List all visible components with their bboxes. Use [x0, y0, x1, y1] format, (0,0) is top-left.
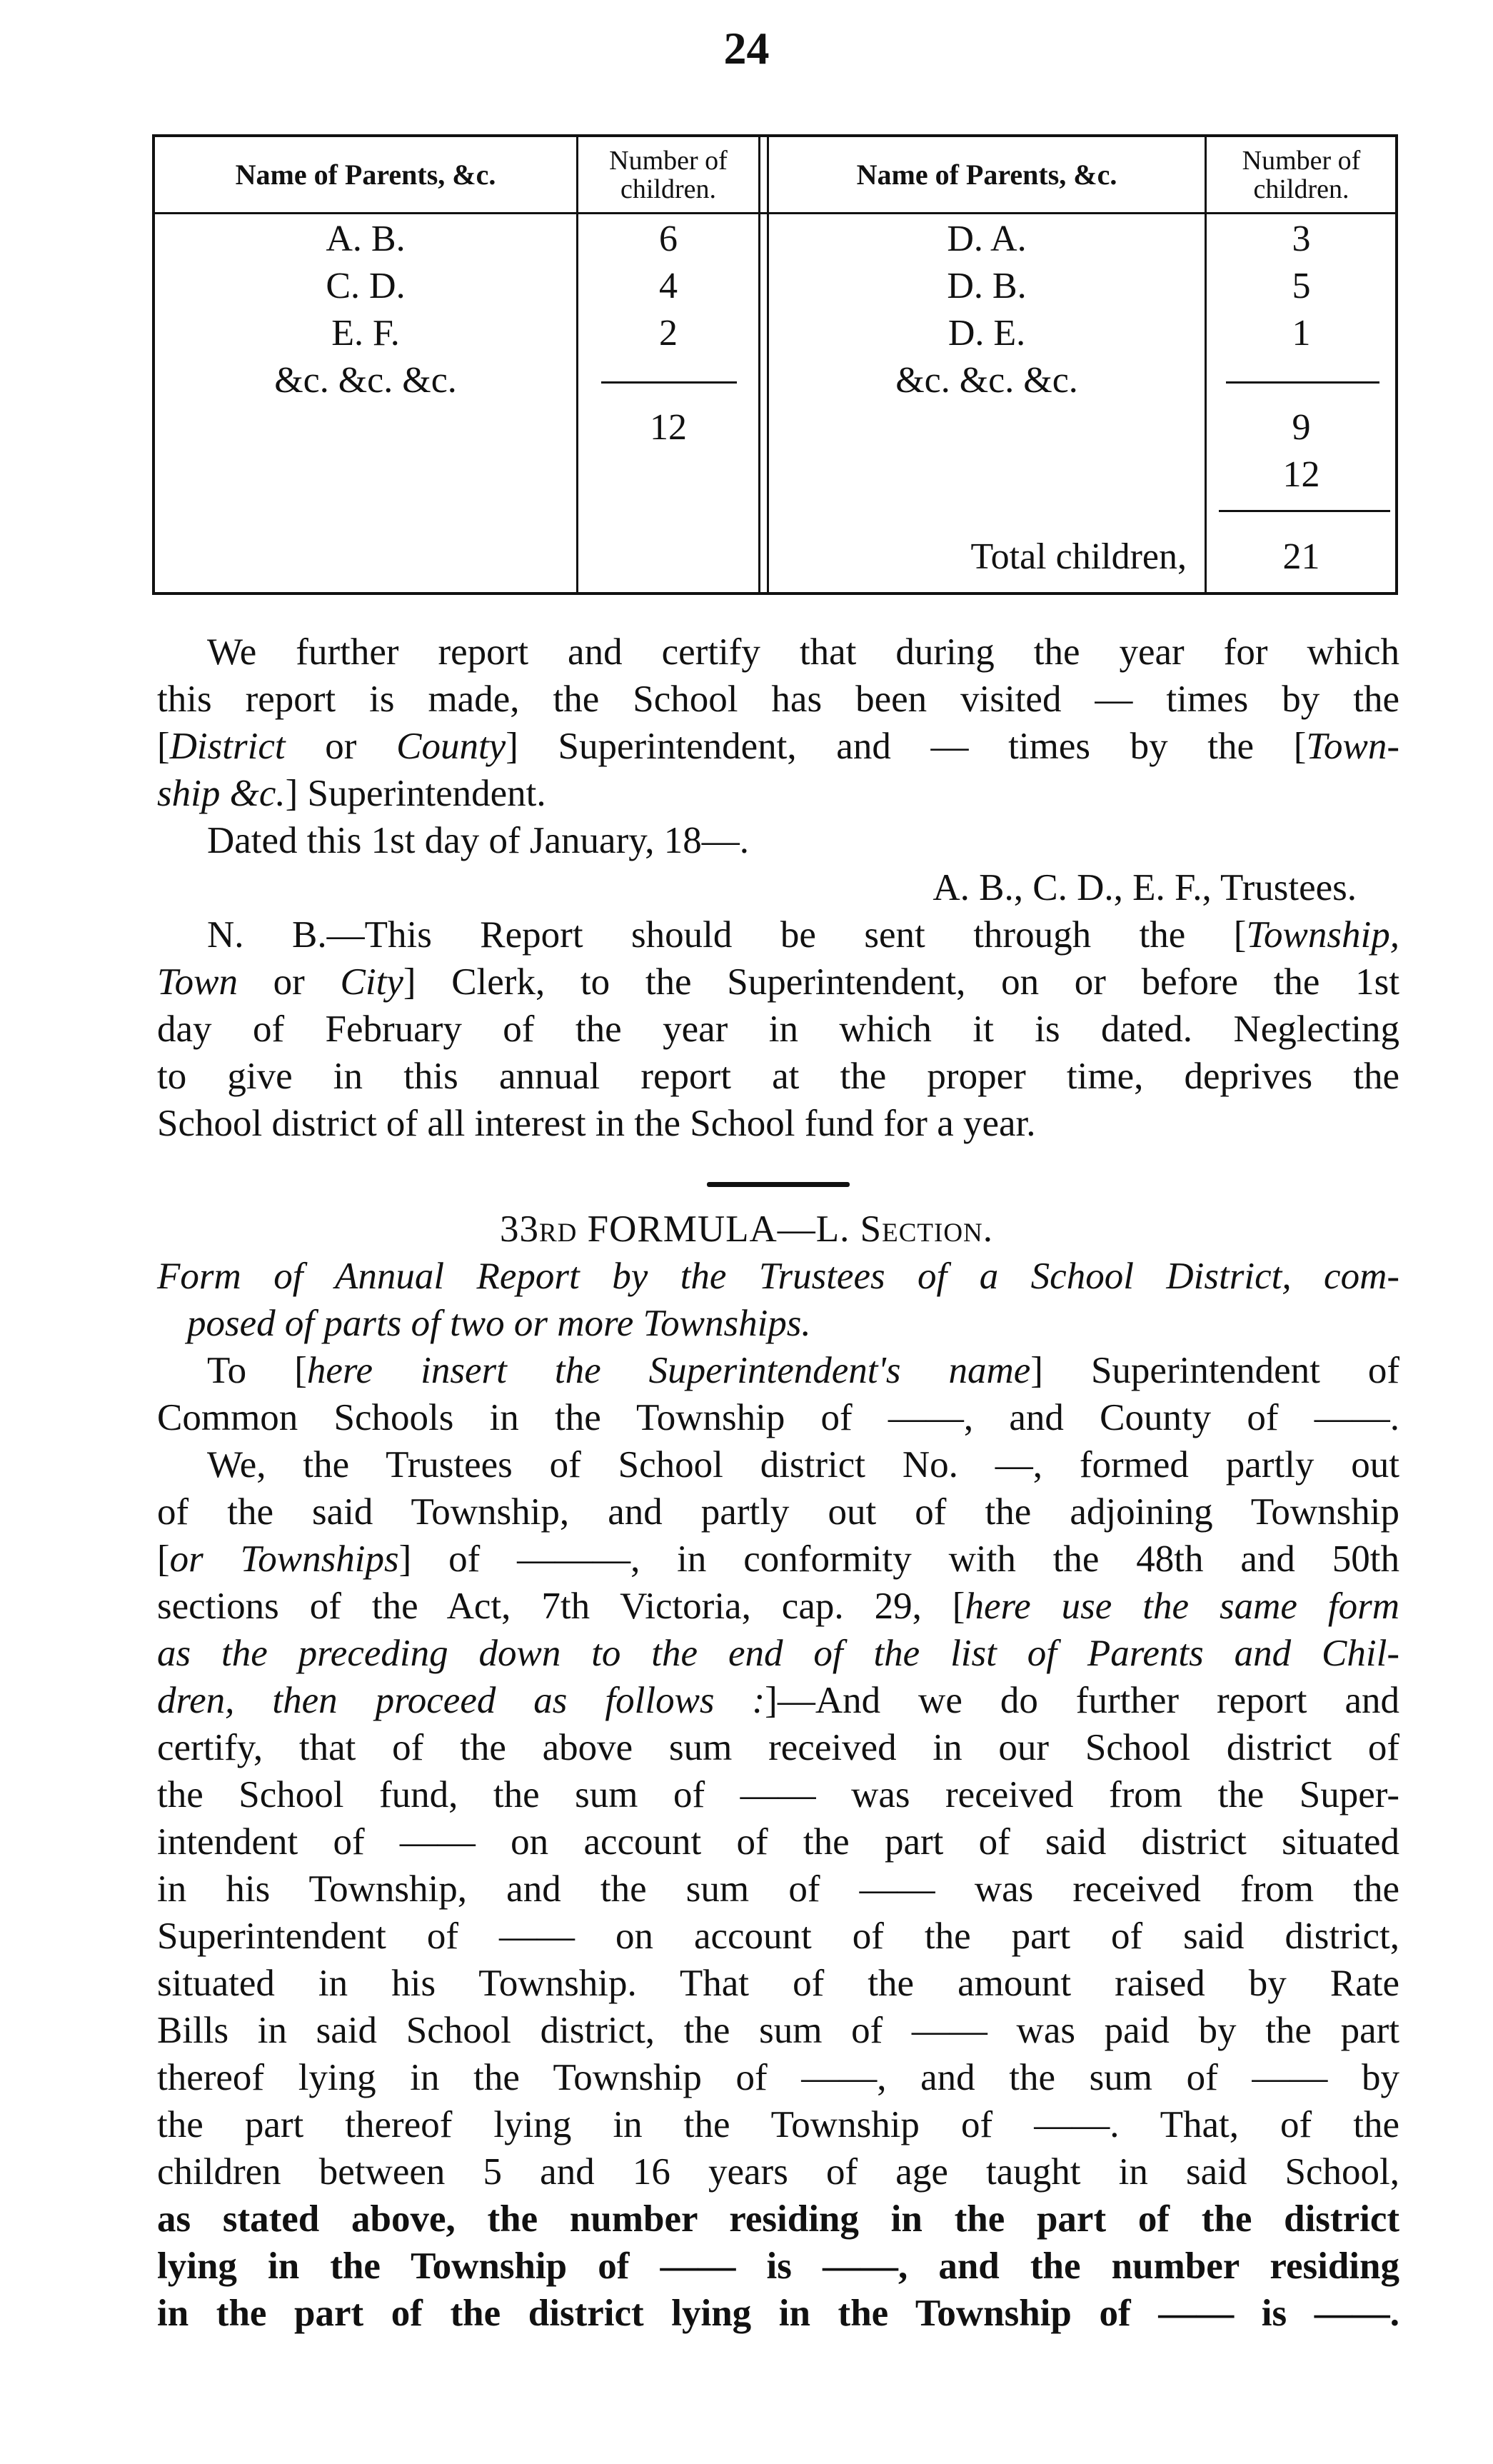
left-row-count: 4 — [659, 266, 678, 306]
right-subtotal: 12 — [1282, 454, 1320, 495]
text-line: the School fund, the sum of —— was received from the Super- — [157, 1774, 1399, 1816]
text-line: [or Townships] of ———, in conformity with the 48th and 50th — [157, 1538, 1399, 1580]
text-line: in his Township, and the sum of —— was received from the — [157, 1868, 1399, 1910]
section-divider-ornament — [707, 1182, 850, 1187]
sum-rule — [1226, 381, 1379, 384]
right-subtotal: 9 — [1292, 407, 1311, 448]
text-line: this report is made, the School has been visited — times by the — [157, 678, 1399, 720]
left-row-count: 2 — [659, 313, 678, 354]
text-line: in the part of the district lying in the Township of —— is ——. — [157, 2293, 1399, 2334]
left-row-name: E. F. — [331, 313, 400, 354]
text-line: as stated above, the number residing in the part of the district — [157, 2198, 1399, 2240]
text-line: N. B.—This Report should be sent through the [Township, — [207, 914, 1399, 956]
text-line: To [here insert the Superintendent's name] Superintendent of — [207, 1350, 1400, 1391]
left-row-name: C. D. — [326, 266, 406, 306]
header-left-name: Name of Parents, &c. — [235, 158, 496, 191]
header-left-number — [578, 137, 758, 212]
text-line: intendent of —— on account of the part of said district situated — [157, 1821, 1399, 1863]
sum-rule — [1219, 510, 1390, 512]
total-children-value: 21 — [1282, 536, 1320, 577]
text-line: certify, that of the above sum received in our School district of — [157, 1727, 1399, 1768]
trustees-signature: A. B., C. D., E. F., Trustees. — [933, 867, 1357, 908]
header-left-number-line1: Number of — [609, 145, 728, 176]
left-row-name: A. B. — [326, 219, 406, 259]
text-line: Town or City] Clerk, to the Superintendent, on or before the 1st — [157, 961, 1400, 1003]
left-total: 12 — [650, 407, 687, 448]
heading-number: 33rd — [499, 1208, 578, 1250]
text-line: sections of the Act, 7th Victoria, cap. 29, [here use the same form — [157, 1586, 1399, 1627]
dated-line: Dated this 1st day of January, 18—. — [207, 820, 750, 861]
header-rule — [155, 212, 1395, 214]
text-line: day of February of the year in which it is dated. Neglecting — [157, 1008, 1399, 1050]
text-line: situated in his Township. That of the amount raised by Rate — [157, 1963, 1399, 2004]
right-row-name: D. E. — [947, 313, 1026, 354]
right-row-count: 3 — [1292, 219, 1311, 259]
section-heading — [0, 1206, 1493, 1253]
text-line: ship &c.] Superintendent. — [157, 773, 546, 814]
sum-rule — [601, 381, 737, 384]
text-line: the part thereof lying in the Township of ——. That, of the — [157, 2104, 1399, 2145]
header-right-name: Name of Parents, &c. — [856, 158, 1117, 191]
parents-children-table — [152, 134, 1398, 595]
total-children-label: Total children, — [970, 536, 1187, 577]
form-title-line: posed of parts of two or more Townships. — [187, 1303, 811, 1344]
text-line: thereof lying in the Township of ——, and the sum of —— by — [157, 2057, 1399, 2098]
text-line: Superintendent of —— on account of the part of said district, — [157, 1915, 1399, 1957]
text-line: We, the Trustees of School district No. —, formed partly out — [207, 1444, 1399, 1486]
right-row-name: D. A. — [947, 219, 1027, 259]
header-right-number — [1207, 137, 1396, 212]
right-row-count: 5 — [1292, 266, 1311, 306]
text-line: as the preceding down to the end of the list of Parents and Chil- — [157, 1633, 1399, 1674]
page-number: 24 — [723, 23, 770, 74]
text-line: of the said Township, and partly out of the adjoining Township — [157, 1491, 1399, 1533]
right-row-name: &c. &c. &c. — [895, 360, 1078, 401]
heading-word: FORMULA—L. — [587, 1208, 850, 1250]
text-line: Common Schools in the Township of ——, and County of ——. — [157, 1397, 1399, 1438]
left-row-count: 6 — [659, 219, 678, 259]
text-line: Bills in said School district, the sum of —— was paid by the part — [157, 2010, 1399, 2051]
text-line: We further report and certify that during the year for which — [207, 631, 1399, 673]
right-row-name: D. B. — [947, 266, 1027, 306]
column-divider — [758, 137, 760, 592]
text-line: lying in the Township of —— is ——, and the number residing — [157, 2245, 1399, 2287]
text-line: to give in this annual report at the proper time, deprives the — [157, 1056, 1399, 1097]
header-left-number-line2: children. — [620, 174, 716, 204]
text-line: dren, then proceed as follows :]—And we do further report and — [157, 1680, 1399, 1721]
text-line: School district of all interest in the School fund for a year. — [157, 1103, 1036, 1144]
heading-section: Section. — [860, 1208, 994, 1250]
left-row-name: &c. &c. &c. — [274, 360, 457, 401]
form-title-line: Form of Annual Report by the Trustees of a School District, com- — [157, 1256, 1399, 1297]
text-line: [District or County] Superintendent, and — times by the [Town- — [157, 726, 1399, 767]
header-right-number-line2: children. — [1253, 174, 1349, 204]
right-row-count: 1 — [1292, 313, 1311, 354]
text-line: children between 5 and 16 years of age taught in said School, — [157, 2151, 1399, 2193]
header-right-number-line1: Number of — [1242, 145, 1361, 176]
